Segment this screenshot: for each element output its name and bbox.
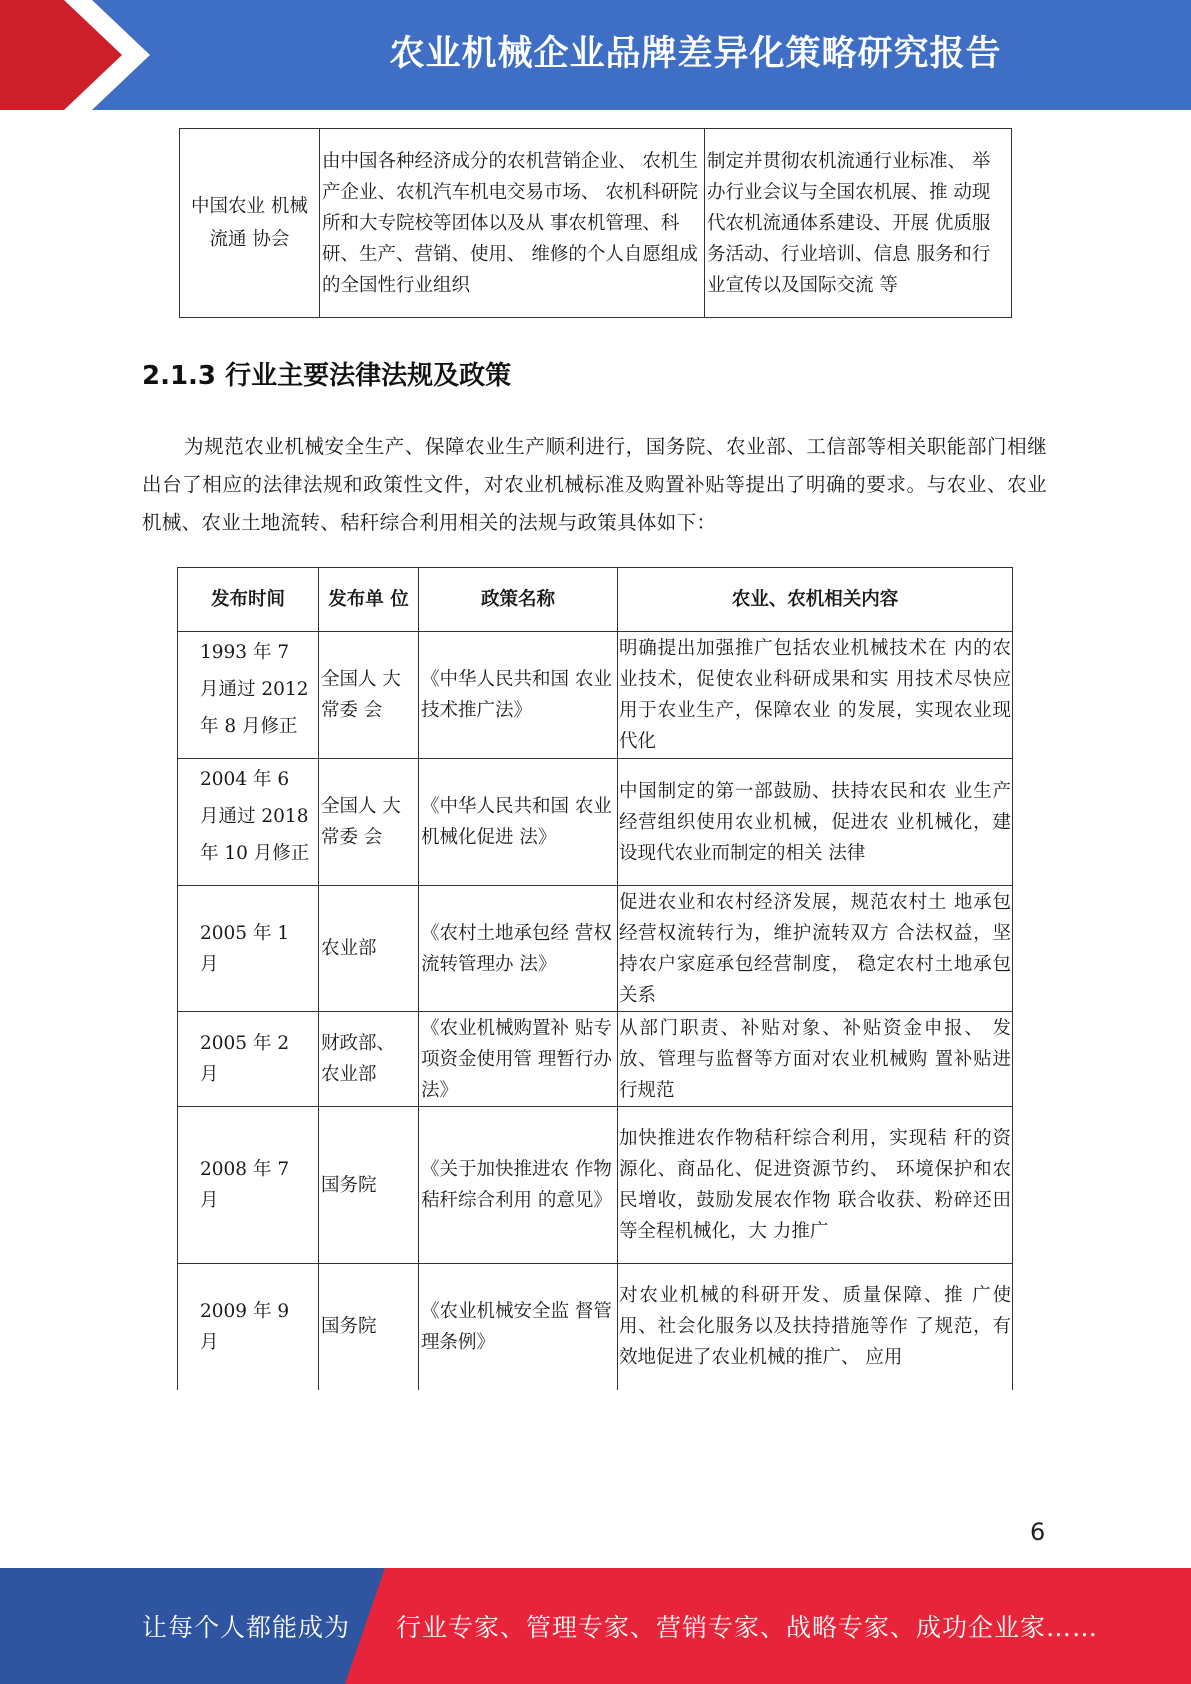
content-cell: 对农业机械的科研开发、质量保障、推 广使用、社会化服务以及扶持措施等作 了规范，有效地促进了农业机械的推广、 应用 xyxy=(618,1264,1013,1390)
section-heading: 2.1.3 行业主要法律法规及政策 xyxy=(142,361,512,391)
org-name-cell: 中国农业 机械流通 协会 xyxy=(180,129,320,318)
unit-cell: 国务院 xyxy=(319,1107,419,1264)
date-cell: 2009 年 9 月 xyxy=(178,1264,319,1390)
report-title: 农业机械企业品牌差异化策略研究报告 xyxy=(389,34,1002,74)
date-cell: 2008 年 7 月 xyxy=(178,1107,319,1264)
table-row xyxy=(178,759,1013,886)
policy-name-cell: 《农业机械购置补 贴专项资金使用管 理暂行办法》 xyxy=(419,1012,618,1107)
content-cell: 加快推进农作物秸秆综合利用，实现秸 秆的资源化、商品化、促进资源节约、 环境保护和农民增收，鼓励发展农作物 联合收获、粉碎还田等全程机械化，大 力推广 xyxy=(618,1107,1013,1264)
unit-cell: 全国人 大常委 会 xyxy=(319,759,419,886)
table-row xyxy=(178,1264,1013,1390)
organization-table xyxy=(179,128,1012,318)
table-row xyxy=(178,1107,1013,1264)
table-row xyxy=(178,886,1013,1012)
date-cell xyxy=(178,632,319,759)
intro-paragraph: 为规范农业机械安全生产、保障农业生产顺利进行，国务院、农业部、工信部等相关职能部门相继出台了相应的法律法规和政策性文件，对农业机械标准及购置补贴等提出了明确的要求。与农业、农业机械、农业土地流转、秸秆综合利用相关的法规与政策具体如下： xyxy=(142,435,1047,534)
footer-banner xyxy=(0,1568,1191,1684)
unit-cell: 农业部 xyxy=(319,886,419,1012)
content-cell: 中国制定的第一部鼓励、扶持农民和农 业生产经营组织使用农业机械，促进农 业机械化，建设现代农业而制定的相关 法律 xyxy=(618,759,1013,886)
table-row xyxy=(178,632,1013,759)
org-members-cell: 由中国各种经济成分的农机营销企业、 农机生产企业、农机汽车机电交易市场、 农机科研院所和大专院校等团体以及从 事农机管理、科研、生产、营销、使用、 维修的个人自愿组成的全国性行业组织 xyxy=(320,129,705,318)
policy-name-cell: 《关于加快推进农 作物秸秆综合利用 的意见》 xyxy=(419,1107,618,1264)
footer-slogan-right: 行业专家、管理专家、营销专家、战略专家、成功企业家…… xyxy=(396,1613,1099,1642)
date-text: 2004 年 6 月通过 2018 年 10 月修正 xyxy=(200,769,310,864)
date-cell: 2005 年 2 月 xyxy=(178,1012,319,1107)
column-header-unit: 发布单 位 xyxy=(319,568,419,632)
content-cell: 促进农业和农村经济发展，规范农村土 地承包经营权流转行为，维护流转双方 合法权益，坚持农户家庭承包经营制度， 稳定农村土地承包关系 xyxy=(618,886,1013,1012)
column-header-date: 发布时间 xyxy=(178,568,319,632)
content-cell: 从部门职责、补贴对象、补贴资金申报、 发放、管理与监督等方面对农业机械购 置补贴进行规范 xyxy=(618,1012,1013,1107)
policy-name-cell: 《中华人民共和国 农业技术推广法》 xyxy=(419,632,618,759)
date-cell: 2005 年 1 月 xyxy=(178,886,319,1012)
header-banner xyxy=(0,0,1191,110)
policy-name-cell: 《农村土地承包经 营权流转管理办 法》 xyxy=(419,886,618,1012)
date-cell xyxy=(178,759,319,886)
unit-cell: 财政部、 农业部 xyxy=(319,1012,419,1107)
column-header-policy-name: 政策名称 xyxy=(419,568,618,632)
content-cell: 明确提出加强推广包括农业机械技术在 内的农业技术，促使农业科研成果和实 用技术尽快应用于农业生产，保障农业 的发展，实现农业现代化 xyxy=(618,632,1013,759)
unit-cell: 国务院 xyxy=(319,1264,419,1390)
footer-slogan-left: 让每个人都能成为 xyxy=(142,1613,351,1642)
header-chevron-decoration xyxy=(0,0,160,110)
policy-table xyxy=(177,567,1013,1390)
table-header-row xyxy=(178,568,1013,632)
date-text: 1993 年 7 月通过 2012 年 8 月修正 xyxy=(200,642,309,737)
policy-name-cell: 《中华人民共和国 农业机械化促进 法》 xyxy=(419,759,618,886)
table-row xyxy=(178,1012,1013,1107)
policy-name-cell: 《农业机械安全监 督管理条例》 xyxy=(419,1264,618,1390)
org-duties-cell: 制定并贯彻农机流通行业标准、 举办行业会议与全国农机展、推 动现代农机流通体系建设、开展 优质服务活动、行业培训、信息 服务和行业宣传以及国际交流 等 xyxy=(705,129,1012,318)
page-number: 6 xyxy=(1030,1518,1046,1546)
table-row xyxy=(180,129,1012,318)
column-header-content: 农业、农机相关内容 xyxy=(618,568,1013,632)
unit-cell: 全国人 大常委 会 xyxy=(319,632,419,759)
